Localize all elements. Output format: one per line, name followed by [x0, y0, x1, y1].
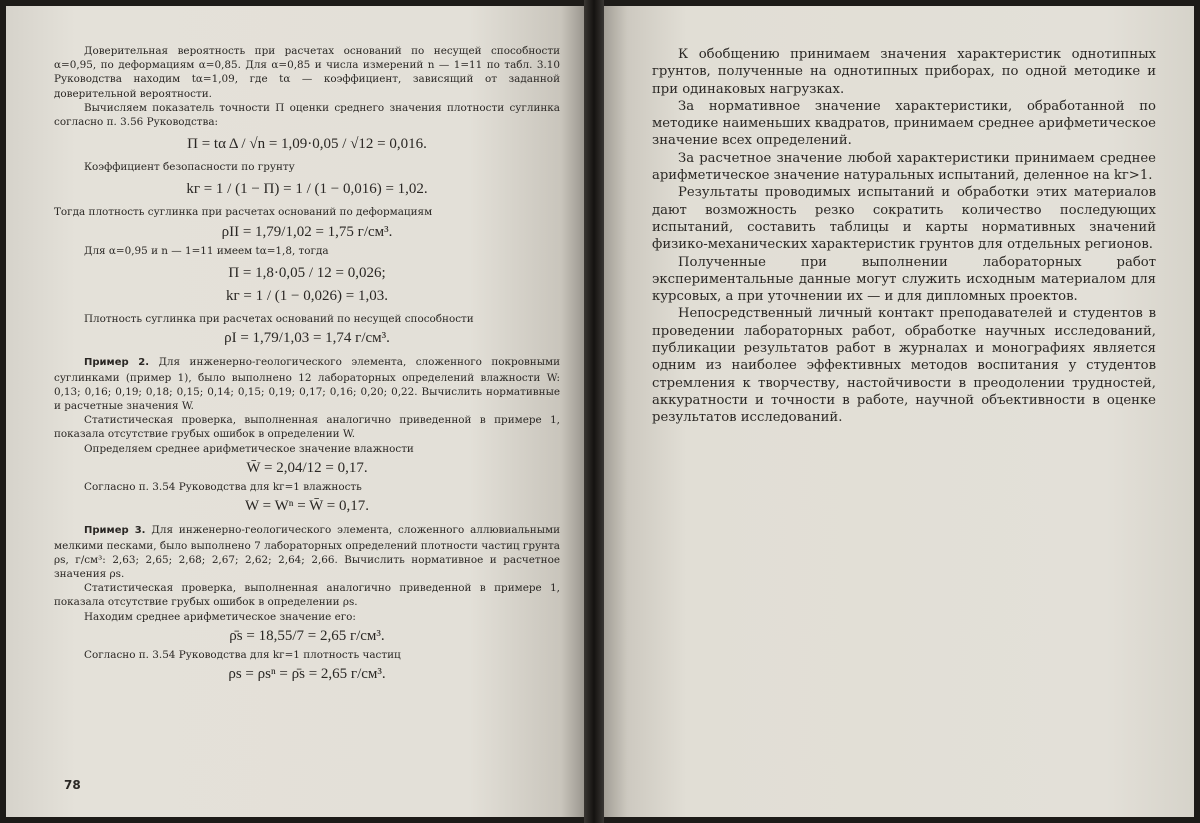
paragraph-results: Результаты проводимых испытаний и обработки этих материалов дают возможность резко сократить количество последующих испытаний, составить таблицы и карты нормативных значений физико-механических характеристик грунтов для отдельных регионов. — [652, 185, 1156, 253]
example-3-norm: Согласно п. 3.54 Руководства для kг=1 плотность частиц — [84, 649, 401, 662]
paragraph-generalization: К обобщению принимаем значения характеристик однотипных грунтов, полученные на однотипных приборах, по одной методике и при одинаковых нагрузках. — [652, 47, 1156, 97]
right-page — [604, 6, 1194, 817]
page-number: 78 — [64, 778, 81, 792]
paragraph-accuracy: Вычисляем показатель точности П оценки среднего значения плотности суглинка согласно п. 3.56 Руководства: — [54, 101, 560, 129]
formula-moisture-value: W = Wⁿ = W̄ = 0,17. — [245, 498, 369, 515]
alpha-text: Для α=0,95 и n — 1=11 имеем tα=1,8, тогда — [84, 244, 329, 257]
paragraph-normative-value: За нормативное значение характеристики, обработанной по методике наименьших квадратов, принимаем среднее арифметическое значение всех определений. — [652, 98, 1156, 149]
formula-particle-density-value: ρs = ρsⁿ = ρ̄s = 2,65 г/см³. — [228, 666, 386, 683]
example-3-check: Статистическая проверка, выполненная аналогично приведенной в примере 1, показала отсутствие грубых ошибок в определении ρs. — [54, 582, 560, 609]
example-2-norm: Согласно п. 3.54 Руководства для kг=1 влажность — [84, 481, 362, 494]
example-2-check: Статистическая проверка, выполненная аналогично приведенной в примере 1, показала отсутствие грубых ошибок в определении W. — [54, 414, 560, 441]
example-2-label: Пример 2. — [84, 357, 150, 369]
formula-safety-coefficient-2: kг = 1 / (1 − 0,026) = 1,03. — [226, 288, 388, 305]
book-spine — [584, 0, 604, 823]
example-3 — [54, 523, 560, 581]
example-2-text: Для инженерно-геологического элемента, сложенного покровными суглинками (пример 1), было выполнено 12 лабораторных определений влажности W: 0,13; 0,16; 0,19; 0,18; 0,15; 0,14; 0,15; 0,19; 0,17; 0,16; 0,20; 0,22. Вычислить нормативные и расчетные значения W. — [54, 356, 560, 413]
left-page — [6, 6, 584, 817]
right-page-text — [652, 46, 1156, 427]
formula-density-deformation: ρII = 1,79/1,02 = 1,75 г/см³. — [221, 223, 393, 240]
example-3-label: Пример 3. — [84, 525, 146, 537]
safety-coefficient-label: Коэффициент безопасности по грунту — [84, 161, 295, 174]
capacity-text: Плотность суглинка при расчетах оснований по несущей способности — [84, 313, 474, 326]
example-3-mean: Находим среднее арифметическое значение его: — [84, 610, 356, 623]
formula-mean-particle-density: ρ̄s = 18,55/7 = 2,65 г/см³. — [229, 627, 385, 644]
example-3-text: Для инженерно-геологического элемента, сложенного аллювиальными мелкими песками, было выполнено 7 лабораторных определений плотности частиц грунта ρs, г/см³: 2,63; 2,65; 2,68; 2,67; 2,62; 2,64; 2,66. Вычислить нормативное и расчетное значения ρs. — [54, 524, 560, 581]
left-page-text — [54, 44, 560, 687]
formula-accuracy-index: П = tα Δ / √n = 1,09·0,05 / √12 = 0,016. — [187, 136, 427, 153]
paragraph-personal-contact: Непосредственный личный контакт преподавателей и студентов в проведении лабораторных работ, обработке научных исследований, публикации результатов работ в журналах и монографиях является одним из наиболее эффективных методов воспитания у студентов стремления к творчеству, настойчивости в преодолении трудностей, аккуратности и точности в работе, научной объективности в оценке результатов исследований. — [652, 306, 1156, 426]
formula-mean-moisture: W̄ = 2,04/12 = 0,17. — [246, 459, 368, 476]
formula-safety-coefficient: kг = 1 / (1 − П) = 1 / (1 − 0,016) = 1,02. — [186, 181, 428, 198]
example-2-mean: Определяем среднее арифметическое значение влажности — [84, 442, 414, 455]
deformation-text: Тогда плотность суглинка при расчетах оснований по деформациям — [54, 206, 433, 219]
paragraph-design-value: За расчетное значение любой характеристики принимаем среднее арифметическое значение натуральных испытаний, деленное на kг>1. — [652, 150, 1156, 184]
paragraph-confidence: Доверительная вероятность при расчетах оснований по несущей способности α=0,95, по деформациям α=0,85. Для α=0,85 и числа измерений n — 1=11 по табл. 3.10 Руководства находим tα=1,09, где tα — коэффициент, зависящий от заданной доверительной вероятности. — [54, 45, 560, 100]
paragraph-experimental-data: Полученные при выполнении лабораторных работ экспериментальные данные могут служить исходным материалом для курсовых, а при уточнении их — и для дипломных проектов. — [652, 254, 1156, 305]
formula-accuracy-index-2: П = 1,8·0,05 / 12 = 0,026; — [228, 265, 386, 282]
formula-density-capacity: ρI = 1,79/1,03 = 1,74 г/см³. — [224, 330, 390, 347]
example-2 — [54, 355, 560, 413]
